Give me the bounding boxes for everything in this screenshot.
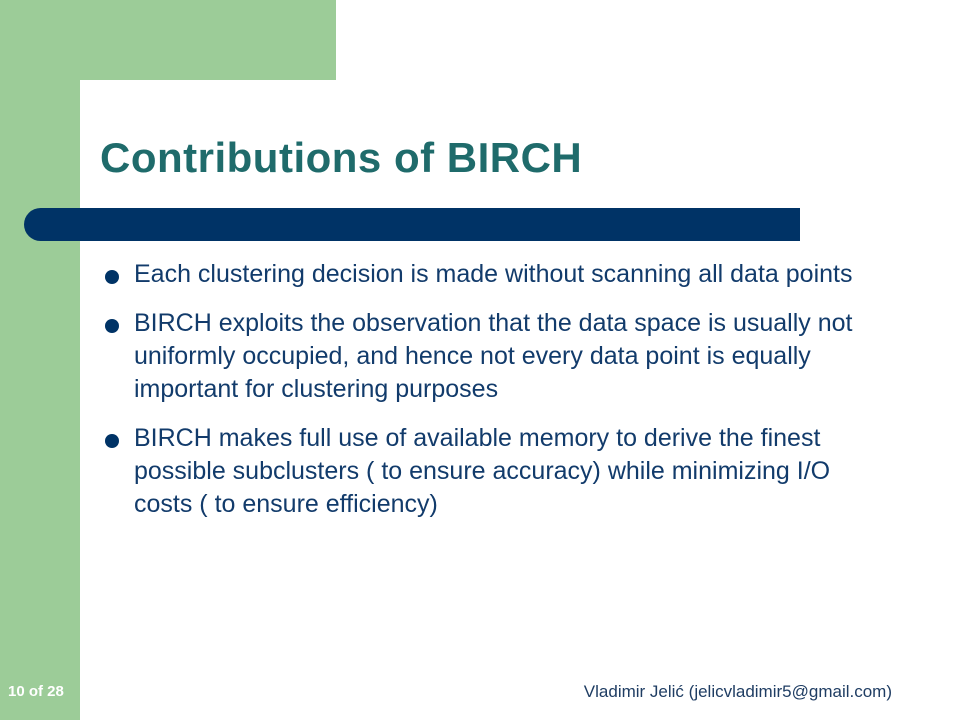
bullet-list (104, 258, 884, 537)
slide-title: Contributions of BIRCH (100, 134, 583, 181)
title-underline-bar (24, 208, 800, 241)
sidebar-decoration (0, 0, 80, 720)
bullet-dot-icon (105, 270, 119, 284)
footer-author: Vladimir Jelić (jelicvladimir5@gmail.com) (583, 682, 892, 701)
bullet-dot-icon (105, 434, 119, 448)
bullet-item (104, 258, 884, 291)
top-decoration (80, 0, 336, 80)
bullet-item (104, 422, 884, 521)
bullet-text: BIRCH makes full use of available memory to derive the finest possible subclusters ( to ensure accuracy) while minimizing I/O costs ( to ensure efficiency) (134, 424, 831, 518)
bullet-text: Each clustering decision is made without scanning all data points (134, 260, 853, 288)
bullet-item (104, 307, 884, 406)
bullet-text: BIRCH exploits the observation that the data space is usually not uniformly occupied, and hence not every data point is equally important for clustering purposes (134, 309, 853, 403)
corner-curve-decoration (80, 80, 132, 132)
bullet-dot-icon (105, 319, 119, 333)
page-number: 10 of 28 (8, 683, 64, 700)
